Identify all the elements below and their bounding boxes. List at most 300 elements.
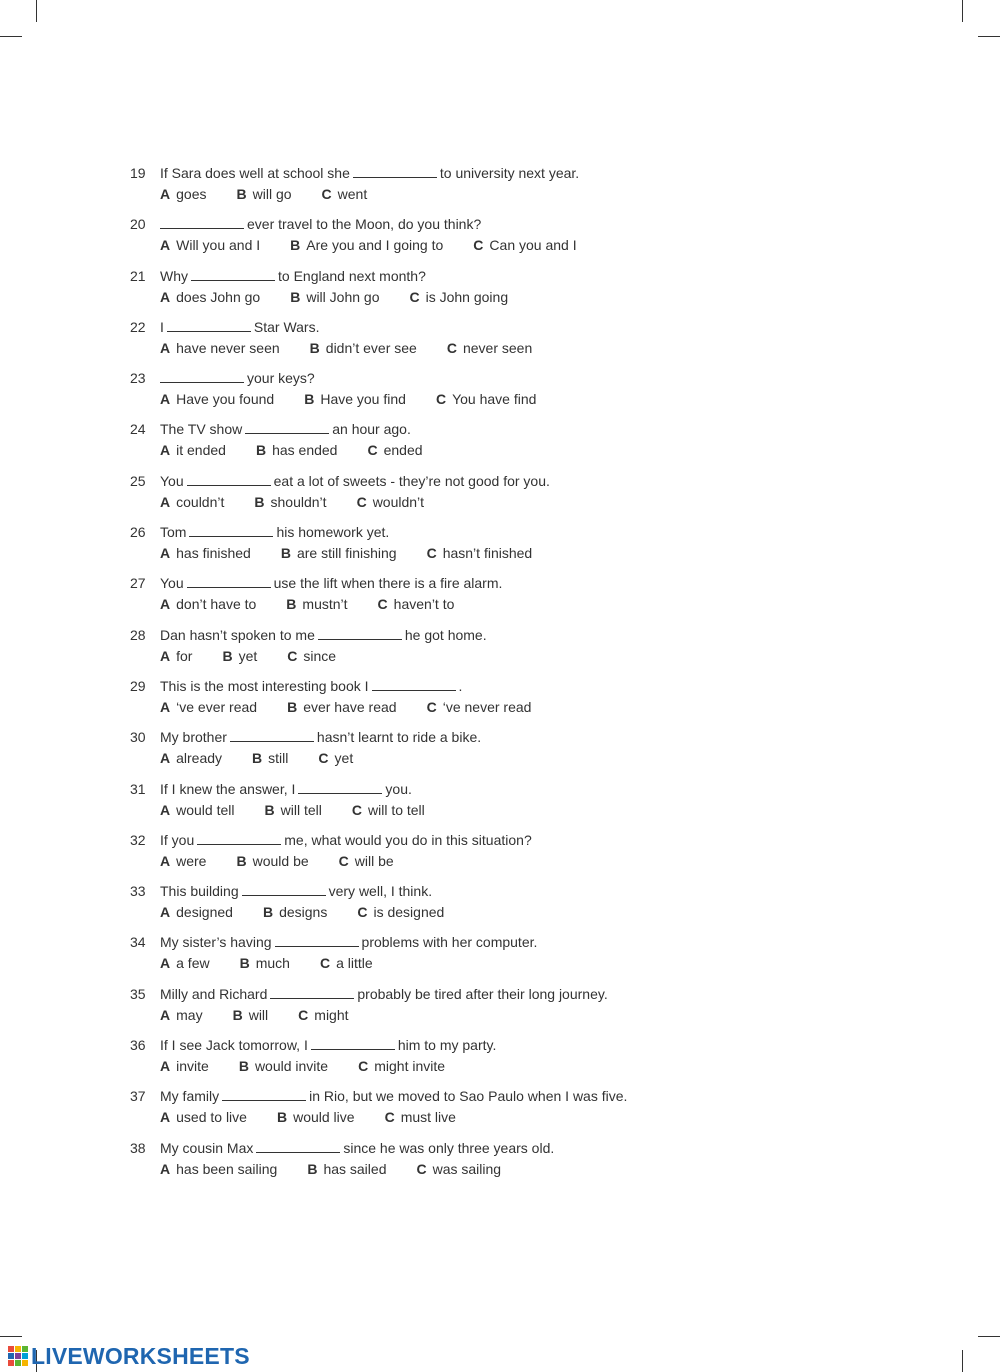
- option-text: yet: [334, 750, 354, 767]
- option-letter: B: [290, 237, 301, 254]
- question-number: 24: [130, 421, 146, 438]
- option-text: Can you and I: [489, 237, 577, 254]
- question-item: [130, 727, 750, 778]
- question-stem: [160, 370, 315, 386]
- option-text: already: [176, 750, 223, 767]
- option-letter: A: [160, 493, 171, 510]
- option-text: Will you and I: [176, 237, 261, 254]
- question-item: [130, 779, 750, 830]
- answer-option-c[interactable]: [357, 904, 444, 920]
- answer-option-a[interactable]: [160, 289, 260, 305]
- question-stem: [160, 319, 320, 335]
- option-text: still: [268, 750, 289, 767]
- answer-option-b[interactable]: [263, 904, 327, 920]
- option-letter: B: [238, 1058, 249, 1075]
- stem-before-text: My cousin Max: [160, 1139, 254, 1156]
- crop-mark-top-left: [36, 0, 37, 22]
- option-letter: B: [255, 442, 267, 459]
- answer-option-a[interactable]: [160, 699, 257, 715]
- answer-option-b[interactable]: [236, 853, 308, 869]
- option-text: since: [303, 647, 337, 664]
- stem-after-text: probably be tired after their long journey.: [357, 985, 608, 1002]
- option-letter: B: [276, 1109, 288, 1126]
- question-stem: [160, 216, 481, 232]
- answer-option-a[interactable]: [160, 750, 222, 766]
- answer-option-a[interactable]: [160, 1161, 277, 1177]
- option-text: it ended: [176, 442, 226, 459]
- answer-option-b[interactable]: [236, 186, 291, 202]
- answer-options: [160, 237, 607, 253]
- option-letter: C: [384, 1109, 395, 1126]
- answer-blank[interactable]: [197, 832, 281, 845]
- question-number: 22: [130, 318, 146, 335]
- question-stem: [160, 165, 579, 181]
- stem-after-text: eat a lot of sweets - they’re not good for you.: [273, 472, 550, 489]
- answer-blank[interactable]: [189, 524, 273, 537]
- question-item: [130, 522, 750, 573]
- question-item: [130, 368, 750, 419]
- option-text: wouldn’t: [372, 493, 425, 510]
- question-item: [130, 419, 750, 470]
- answer-options: [160, 853, 424, 869]
- answer-blank[interactable]: [245, 421, 329, 434]
- option-text: went: [337, 186, 368, 202]
- option-letter: A: [160, 442, 171, 459]
- option-letter: C: [357, 904, 368, 921]
- question-stem: [160, 1037, 496, 1053]
- option-letter: A: [160, 955, 171, 972]
- crop-mark-right-bottom: [978, 1336, 1000, 1337]
- question-stem: [160, 1140, 554, 1156]
- logo-text: LIVEWORKSHEETS: [31, 1342, 250, 1369]
- option-text: has finished: [176, 545, 251, 562]
- question-item: [130, 317, 750, 368]
- option-letter: A: [160, 1006, 171, 1023]
- answer-option-b[interactable]: [287, 699, 397, 715]
- stem-after-text: very well, I think.: [328, 883, 433, 900]
- option-text: shouldn’t: [270, 493, 327, 510]
- option-text: would invite: [254, 1058, 329, 1075]
- answer-options: [160, 442, 453, 458]
- option-letter: C: [287, 647, 298, 664]
- answer-options: [160, 545, 562, 561]
- option-text: used to live: [176, 1109, 247, 1126]
- option-text: will to tell: [367, 801, 425, 818]
- question-stem: [160, 421, 411, 437]
- answer-blank[interactable]: [270, 986, 354, 999]
- option-letter: C: [319, 955, 331, 972]
- question-item: [130, 573, 750, 624]
- answer-option-c[interactable]: [322, 186, 368, 202]
- option-letter: C: [473, 237, 484, 254]
- option-text: must live: [400, 1109, 456, 1126]
- option-text: for: [176, 647, 193, 664]
- option-letter: B: [254, 493, 265, 510]
- answer-options: [160, 494, 454, 510]
- option-text: does John go: [176, 288, 261, 305]
- answer-blank[interactable]: [318, 627, 402, 640]
- stem-after-text: him to my party.: [397, 1037, 497, 1054]
- stem-before-text: If I knew the answer, I: [160, 780, 296, 797]
- answer-option-b[interactable]: [265, 802, 322, 818]
- option-letter: B: [304, 391, 315, 408]
- option-letter: A: [160, 647, 171, 664]
- answer-option-c[interactable]: [436, 391, 536, 407]
- question-stem: [160, 575, 502, 591]
- answer-blank[interactable]: [230, 729, 314, 742]
- stem-after-text: he got home.: [404, 626, 487, 643]
- option-text: would be: [252, 852, 309, 869]
- logo-grid-icon: [8, 1346, 28, 1366]
- question-number: 36: [130, 1037, 146, 1054]
- option-text: might: [314, 1006, 349, 1023]
- option-letter: B: [290, 288, 301, 305]
- question-stem: [160, 524, 389, 540]
- question-item: [130, 676, 750, 727]
- answer-options: [160, 904, 474, 920]
- answer-option-a[interactable]: [160, 391, 274, 407]
- question-number: 38: [130, 1139, 146, 1156]
- option-text: ever have read: [303, 698, 397, 715]
- liveworksheets-logo: [8, 1343, 250, 1369]
- answer-blank[interactable]: [187, 575, 271, 588]
- option-letter: C: [321, 186, 332, 202]
- question-list: [130, 163, 750, 1189]
- option-text: will be: [354, 852, 394, 869]
- answer-option-c[interactable]: [357, 494, 425, 510]
- option-text: are still finishing: [296, 545, 397, 562]
- crop-mark-top-right: [962, 0, 963, 22]
- question-number: 33: [130, 883, 146, 900]
- stem-before-text: My sister’s having: [160, 934, 272, 951]
- option-letter: B: [286, 596, 297, 613]
- answer-option-b[interactable]: [239, 1058, 328, 1074]
- answer-blank[interactable]: [160, 216, 244, 229]
- stem-before-text: You: [160, 575, 184, 592]
- option-letter: A: [160, 186, 171, 202]
- answer-option-c[interactable]: [416, 1161, 501, 1177]
- option-text: a few: [176, 955, 210, 972]
- question-item: [130, 214, 750, 265]
- answer-option-b[interactable]: [252, 750, 288, 766]
- option-letter: B: [309, 339, 320, 356]
- crop-mark-bottom-right: [962, 1350, 963, 1372]
- answer-option-a[interactable]: [160, 1007, 203, 1023]
- option-text: hasn’t finished: [442, 545, 533, 562]
- stem-before-text: My family: [160, 1088, 220, 1105]
- stem-before-text: The TV show: [160, 421, 243, 438]
- answer-option-b[interactable]: [254, 494, 326, 510]
- option-text: couldn’t: [176, 493, 225, 510]
- answer-option-c[interactable]: [378, 596, 455, 612]
- option-letter: B: [236, 186, 247, 202]
- option-text: is designed: [373, 904, 445, 921]
- option-text: was sailing: [432, 1160, 502, 1177]
- question-number: 30: [130, 729, 146, 746]
- question-number: 29: [130, 677, 146, 694]
- option-text: were: [176, 852, 207, 869]
- question-number: 26: [130, 524, 146, 541]
- option-text: goes: [176, 186, 207, 202]
- answer-options: [160, 186, 397, 202]
- answer-blank[interactable]: [160, 370, 244, 383]
- crop-mark-right-top: [978, 36, 1000, 37]
- logo-square: [15, 1346, 21, 1352]
- answer-option-c[interactable]: [409, 289, 508, 305]
- question-number: 20: [130, 216, 146, 233]
- answer-option-b[interactable]: [233, 1007, 269, 1023]
- stem-after-text: in Rio, but we moved to Sao Paulo when I was five.: [309, 1088, 628, 1105]
- question-stem: [160, 729, 481, 745]
- stem-after-text: to university next year.: [439, 165, 580, 181]
- question-number: 19: [130, 165, 146, 181]
- answer-option-c[interactable]: [427, 699, 532, 715]
- option-text: would tell: [176, 801, 235, 818]
- answer-blank[interactable]: [311, 1037, 395, 1050]
- question-stem: [160, 627, 487, 643]
- logo-square: [8, 1353, 14, 1359]
- answer-options: [160, 340, 562, 356]
- option-letter: C: [446, 339, 457, 356]
- question-item: [130, 266, 750, 317]
- answer-blank[interactable]: [298, 781, 382, 794]
- answer-option-b[interactable]: [256, 442, 338, 458]
- answer-option-c[interactable]: [367, 442, 422, 458]
- answer-blank[interactable]: [222, 1088, 306, 1101]
- answer-option-a[interactable]: [160, 545, 251, 561]
- stem-after-text: problems with her computer.: [361, 934, 538, 951]
- stem-before-text: Tom: [160, 524, 187, 541]
- answer-blank[interactable]: [242, 883, 326, 896]
- answer-option-b[interactable]: [286, 596, 347, 612]
- answer-options: [160, 750, 383, 766]
- stem-after-text: ever travel to the Moon, do you think?: [247, 216, 482, 233]
- stem-after-text: .: [458, 677, 463, 694]
- answer-option-a[interactable]: [160, 237, 260, 253]
- option-text: might invite: [374, 1058, 446, 1075]
- answer-option-c[interactable]: [339, 853, 394, 869]
- option-letter: C: [318, 750, 329, 767]
- answer-option-c[interactable]: [318, 750, 353, 766]
- answer-options: [160, 1058, 475, 1074]
- answer-options: [160, 1161, 531, 1177]
- option-letter: A: [160, 801, 171, 818]
- option-letter: C: [435, 391, 447, 408]
- option-text: will go: [252, 186, 292, 202]
- option-letter: C: [416, 1160, 427, 1177]
- option-letter: B: [287, 698, 298, 715]
- answer-option-a[interactable]: [160, 186, 206, 202]
- logo-square: [22, 1346, 28, 1352]
- answer-options: [160, 648, 366, 664]
- option-letter: C: [409, 288, 420, 305]
- question-number: 28: [130, 626, 146, 643]
- option-text: yet: [238, 647, 258, 664]
- crop-mark-left-bottom: [0, 1336, 22, 1337]
- answer-option-c[interactable]: [385, 1109, 456, 1125]
- question-item: [130, 1086, 750, 1137]
- option-text: much: [255, 955, 290, 972]
- answer-option-c[interactable]: [447, 340, 532, 356]
- option-letter: C: [426, 545, 437, 562]
- question-number: 21: [130, 267, 146, 284]
- answer-options: [160, 1109, 486, 1125]
- stem-after-text: me, what would you do in this situation?: [284, 831, 532, 848]
- answer-option-b[interactable]: [222, 648, 257, 664]
- question-number: 23: [130, 370, 146, 387]
- option-letter: B: [232, 1006, 243, 1023]
- stem-after-text: use the lift when there is a fire alarm.: [273, 575, 503, 592]
- option-text: has sailed: [323, 1160, 387, 1177]
- option-letter: B: [280, 545, 291, 562]
- option-letter: B: [262, 904, 274, 921]
- option-text: ‘ve never read: [442, 698, 532, 715]
- stem-before-text: If Sara does well at school she: [160, 165, 350, 181]
- question-number: 27: [130, 575, 146, 592]
- option-letter: A: [160, 339, 171, 356]
- option-text: You have find: [452, 391, 537, 408]
- answer-option-b[interactable]: [310, 340, 417, 356]
- answer-options: [160, 1007, 379, 1023]
- option-text: will: [248, 1006, 269, 1023]
- option-letter: C: [377, 596, 388, 613]
- answer-option-b[interactable]: [281, 545, 397, 561]
- answer-option-c[interactable]: [358, 1058, 445, 1074]
- answer-option-c[interactable]: [473, 237, 576, 253]
- option-letter: B: [239, 955, 250, 972]
- logo-square: [22, 1353, 28, 1359]
- option-letter: A: [160, 1058, 171, 1075]
- answer-blank[interactable]: [275, 934, 359, 947]
- answer-option-b[interactable]: [307, 1161, 386, 1177]
- option-letter: A: [160, 1160, 171, 1177]
- option-text: didn’t ever see: [325, 339, 417, 356]
- stem-before-text: This is the most interesting book I: [160, 677, 369, 694]
- answer-option-a[interactable]: [160, 340, 280, 356]
- option-text: has been sailing: [176, 1160, 278, 1177]
- option-text: may: [176, 1006, 203, 1023]
- answer-option-c[interactable]: [320, 955, 373, 971]
- option-text: invite: [176, 1058, 209, 1075]
- question-item: [130, 1138, 750, 1189]
- answer-option-a[interactable]: [160, 802, 235, 818]
- option-letter: C: [351, 801, 362, 818]
- stem-before-text: If you: [160, 831, 195, 848]
- option-text: haven’t to: [393, 596, 455, 613]
- logo-square: [15, 1360, 21, 1366]
- answer-options: [160, 955, 403, 971]
- answer-option-b[interactable]: [277, 1109, 355, 1125]
- stem-after-text: hasn’t learnt to ride a bike.: [316, 729, 482, 746]
- option-letter: C: [426, 698, 437, 715]
- answer-option-c[interactable]: [427, 545, 533, 561]
- answer-option-a[interactable]: [160, 1109, 247, 1125]
- stem-before-text: Dan hasn’t spoken to me: [160, 626, 315, 643]
- option-text: would live: [293, 1109, 355, 1126]
- stem-before-text: If I see Jack tomorrow, I: [160, 1037, 308, 1054]
- option-letter: A: [160, 596, 171, 613]
- option-letter: B: [307, 1160, 318, 1177]
- question-item: [130, 625, 750, 676]
- option-text: don’t have to: [176, 596, 257, 613]
- answer-blank[interactable]: [372, 678, 456, 691]
- question-number: 32: [130, 831, 146, 848]
- stem-after-text: his homework yet.: [276, 524, 390, 541]
- stem-after-text: to England next month?: [278, 267, 426, 284]
- option-text: will tell: [280, 801, 322, 818]
- answer-options: [160, 596, 484, 612]
- answer-option-a[interactable]: [160, 853, 206, 869]
- answer-option-b[interactable]: [290, 237, 443, 253]
- question-item: [130, 830, 750, 881]
- question-stem: [160, 678, 462, 694]
- answer-option-a[interactable]: [160, 442, 226, 458]
- stem-before-text: This building: [160, 883, 239, 900]
- answer-options: [160, 289, 538, 305]
- option-letter: A: [160, 1109, 171, 1126]
- answer-option-a[interactable]: [160, 596, 256, 612]
- option-text: will John go: [306, 288, 380, 305]
- answer-option-a[interactable]: [160, 494, 224, 510]
- option-letter: A: [160, 698, 171, 715]
- answer-options: [160, 391, 566, 407]
- question-item: [130, 163, 750, 214]
- question-item: [130, 1035, 750, 1086]
- option-letter: A: [160, 852, 171, 869]
- option-letter: A: [160, 750, 171, 767]
- stem-before-text: I: [160, 318, 164, 335]
- logo-square: [15, 1353, 21, 1359]
- option-text: Are you and I going to: [306, 237, 444, 254]
- answer-blank[interactable]: [256, 1140, 340, 1153]
- answer-option-c[interactable]: [287, 648, 336, 664]
- logo-square: [8, 1346, 14, 1352]
- option-letter: A: [160, 391, 171, 408]
- question-item: [130, 984, 750, 1035]
- answer-options: [160, 699, 561, 715]
- option-letter: A: [160, 545, 171, 562]
- option-text: is John going: [425, 288, 509, 305]
- answer-option-b[interactable]: [304, 391, 406, 407]
- answer-option-b[interactable]: [240, 955, 290, 971]
- answer-blank[interactable]: [187, 473, 271, 486]
- answer-option-b[interactable]: [290, 289, 379, 305]
- answer-blank[interactable]: [167, 319, 251, 332]
- logo-square: [8, 1360, 14, 1366]
- answer-option-a[interactable]: [160, 648, 192, 664]
- stem-before-text: You: [160, 472, 184, 489]
- option-text: never seen: [462, 339, 533, 356]
- question-number: 25: [130, 472, 146, 489]
- option-text: Have you find: [320, 391, 406, 408]
- answer-option-c[interactable]: [298, 1007, 348, 1023]
- answer-blank[interactable]: [191, 268, 275, 281]
- option-text: Have you found: [176, 391, 275, 408]
- option-letter: A: [160, 288, 171, 305]
- option-letter: C: [338, 852, 349, 869]
- question-number: 37: [130, 1088, 146, 1105]
- answer-option-c[interactable]: [352, 802, 425, 818]
- option-text: a little: [336, 955, 373, 972]
- question-stem: [160, 473, 550, 489]
- answer-option-a[interactable]: [160, 904, 233, 920]
- option-text: have never seen: [176, 339, 280, 356]
- question-item: [130, 932, 750, 983]
- answer-blank[interactable]: [353, 165, 437, 178]
- answer-option-a[interactable]: [160, 955, 210, 971]
- answer-option-a[interactable]: [160, 1058, 209, 1074]
- question-stem: [160, 268, 426, 284]
